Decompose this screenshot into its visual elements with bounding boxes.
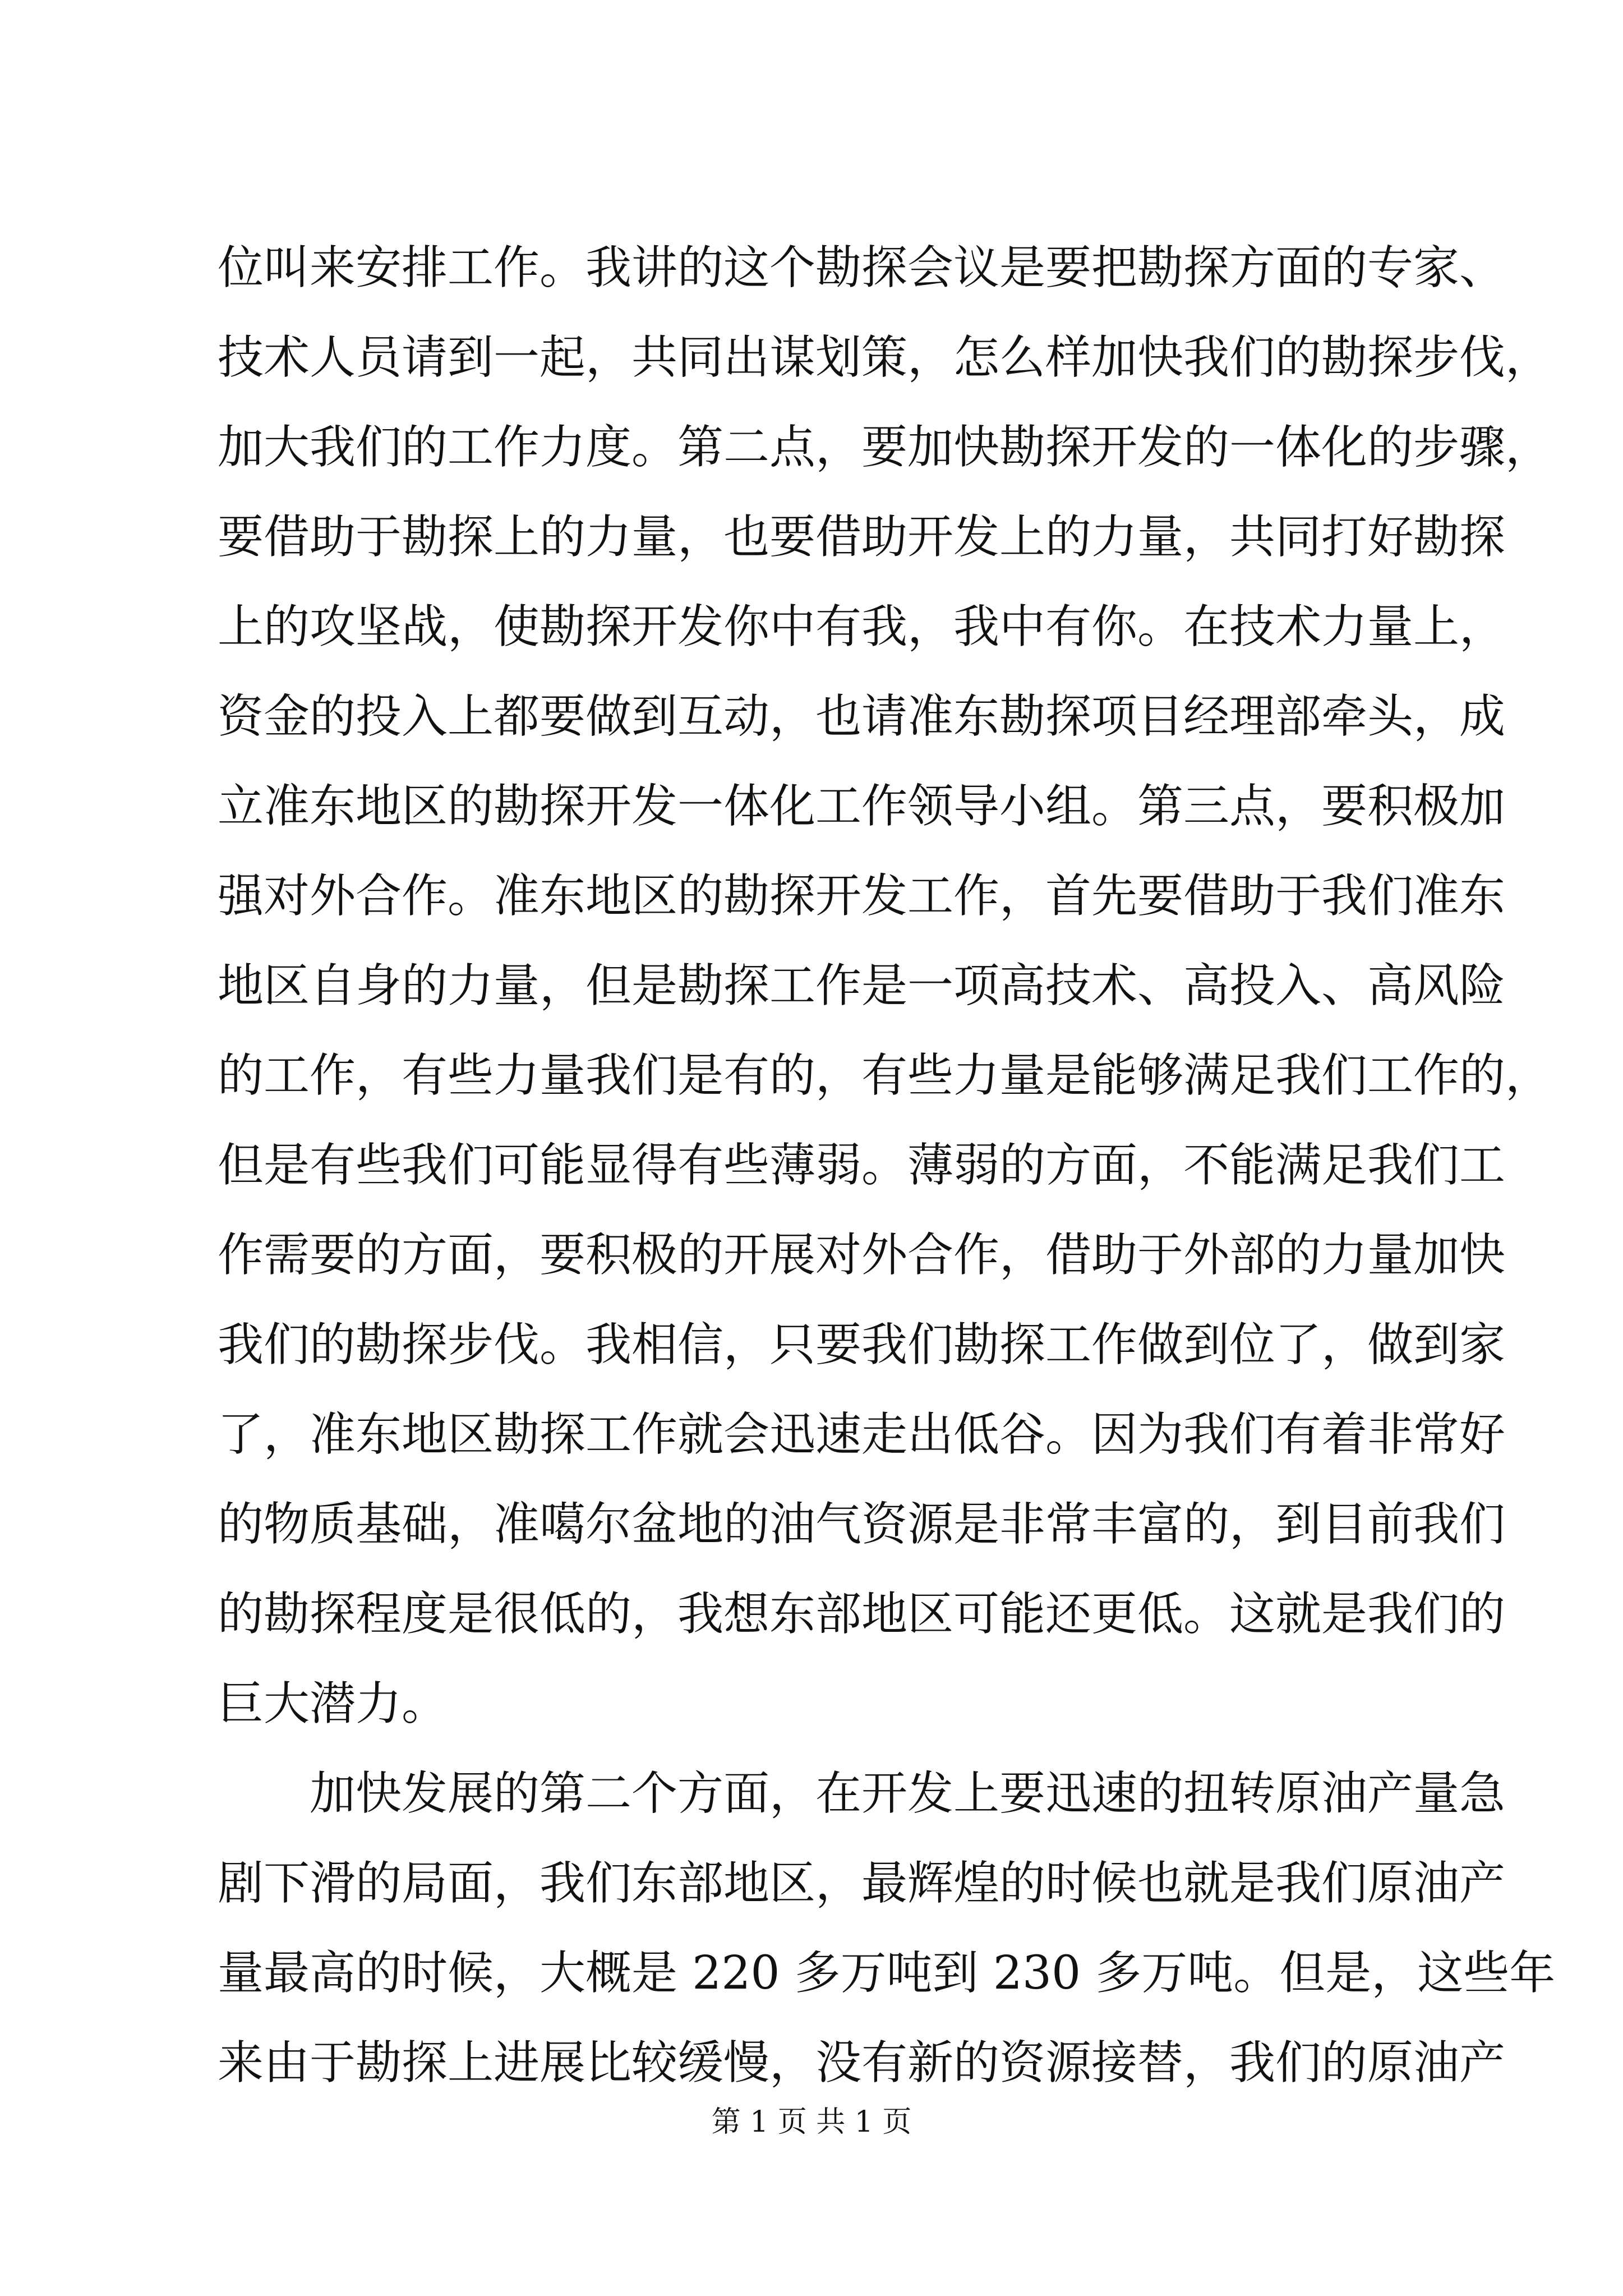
text-line-paragraph-end: 巨大潜力。 bbox=[218, 1677, 448, 1731]
text-line: 立准东地区的勘探开发一体化工作领导小组。第三点，要积极加 bbox=[218, 780, 1506, 833]
text-line: 技术人员请到一起，共同出谋划策，怎么样加快我们的勘探步伐， bbox=[218, 331, 1552, 384]
text-line: 的工作，有些力量我们是有的，有些力量是能够满足我们工作的， bbox=[218, 1049, 1552, 1102]
text-line: 量最高的时候，大概是 220 多万吨到 230 多万吨。但是，这些年 bbox=[218, 1947, 1556, 2000]
text-line: 来由于勘探上进展比较缓慢，没有新的资源接替，我们的原油产 bbox=[218, 2036, 1506, 2090]
text-line: 但是有些我们可能显得有些薄弱。薄弱的方面，不能满足我们工 bbox=[218, 1139, 1506, 1192]
document-body bbox=[218, 223, 1556, 2108]
text-line: 的物质基础，准噶尔盆地的油气资源是非常丰富的，到目前我们 bbox=[218, 1498, 1506, 1551]
text-line: 强对外合作。准东地区的勘探开发工作，首先要借助于我们准东 bbox=[218, 869, 1506, 923]
text-line: 剧下滑的局面，我们东部地区，最辉煌的时候也就是我们原油产 bbox=[218, 1857, 1506, 1910]
text-line: 要借助于勘探上的力量，也要借助开发上的力量，共同打好勘探 bbox=[218, 510, 1506, 564]
text-line-paragraph-start: 加快发展的第二个方面，在开发上要迅速的扭转原油产量急 bbox=[310, 1767, 1506, 1820]
text-line: 地区自身的力量，但是勘探工作是一项高技术、高投入、高风险 bbox=[218, 959, 1506, 1013]
text-line: 我们的勘探步伐。我相信，只要我们勘探工作做到位了，做到家 bbox=[218, 1318, 1506, 1372]
text-line: 加大我们的工作力度。第二点，要加快勘探开发的一体化的步骤， bbox=[218, 421, 1552, 474]
page-number-footer: 第 1 页 共 1 页 bbox=[711, 2105, 912, 2139]
text-line: 作需要的方面，要积极的开展对外合作，借助于外部的力量加快 bbox=[218, 1228, 1506, 1282]
text-line: 了，准东地区勘探工作就会迅速走出低谷。因为我们有着非常好 bbox=[218, 1408, 1506, 1461]
text-line: 位叫来安排工作。我讲的这个勘探会议是要把勘探方面的专家、 bbox=[218, 241, 1506, 295]
text-line: 资金的投入上都要做到互动，也请准东勘探项目经理部牵头，成 bbox=[218, 690, 1506, 743]
text-line: 的勘探程度是很低的，我想东部地区可能还更低。这就是我们的 bbox=[218, 1588, 1506, 1641]
text-line: 上的攻坚战，使勘探开发你中有我，我中有你。在技术力量上， bbox=[218, 600, 1506, 654]
